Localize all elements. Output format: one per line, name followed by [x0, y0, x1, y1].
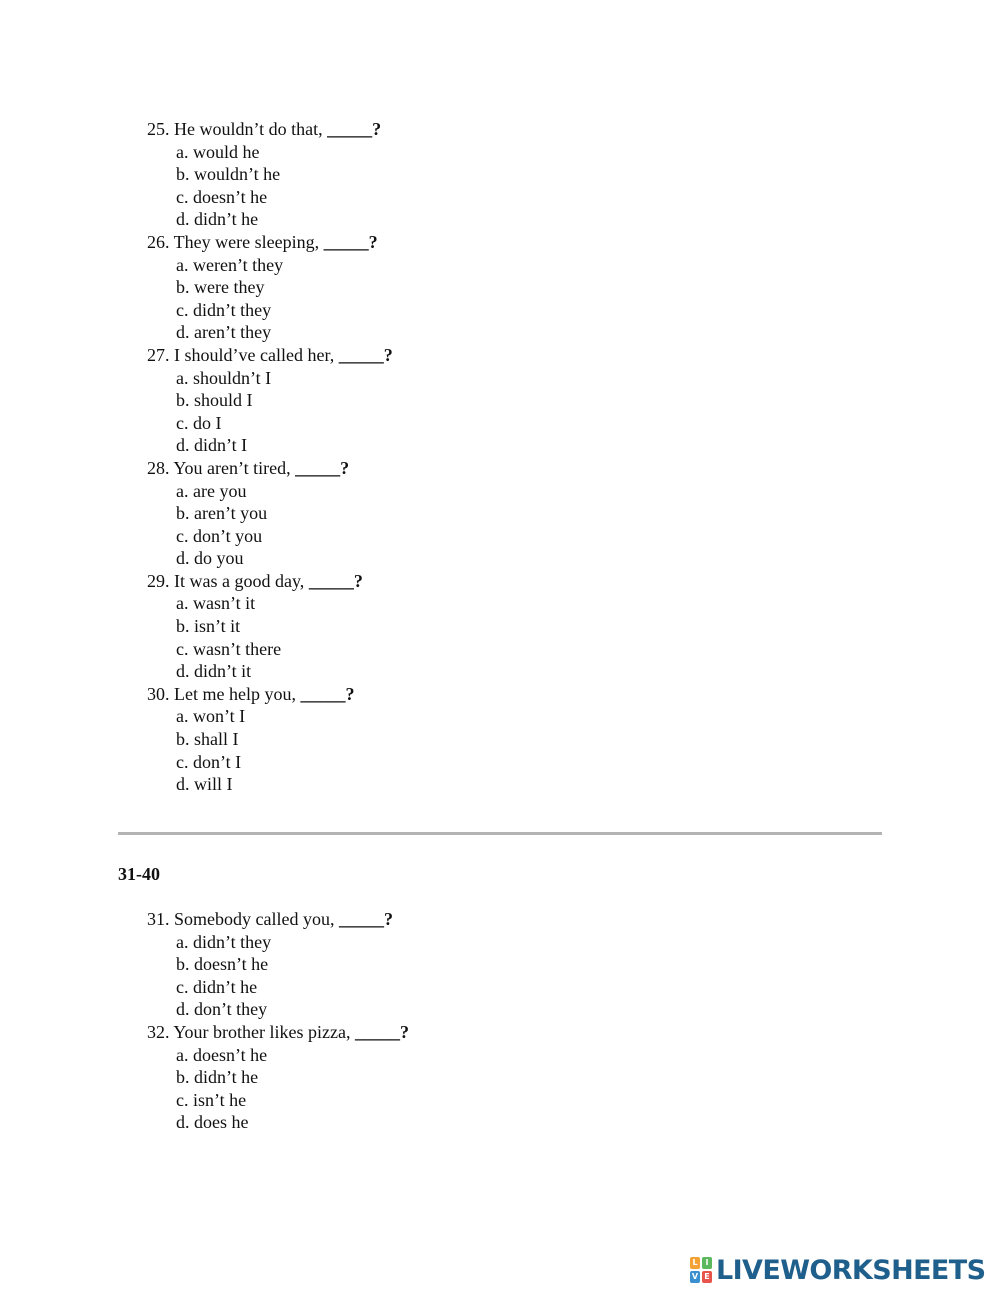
question-31	[147, 908, 747, 931]
option-a[interactable]: a. didn’t they	[176, 931, 272, 952]
question-29	[147, 570, 747, 593]
logo-tile: L	[690, 1257, 700, 1269]
option-b[interactable]: b. should I	[176, 390, 253, 411]
option-b[interactable]: b. aren’t you	[176, 503, 268, 524]
option-c[interactable]: c. doesn’t he	[176, 186, 268, 207]
option-b[interactable]: b. wouldn’t he	[176, 164, 281, 185]
question-stem: 27. I should’ve called her,	[147, 344, 339, 365]
option-c[interactable]: c. didn’t they	[176, 299, 272, 320]
logo-tile: V	[691, 1272, 699, 1281]
question-27	[147, 344, 747, 367]
option-d[interactable]: d. aren’t they	[176, 322, 272, 343]
answer-blank[interactable]: _____?	[300, 683, 355, 704]
answer-blank[interactable]: _____?	[308, 570, 363, 591]
liveworksheets-brand[interactable]	[690, 1252, 985, 1288]
option-c[interactable]: c. isn’t he	[176, 1089, 247, 1110]
answer-blank[interactable]: _____?	[354, 1021, 409, 1042]
option-a[interactable]: a. are you	[176, 480, 247, 501]
option-d[interactable]: d. didn’t it	[176, 661, 252, 682]
option-d[interactable]: d. does he	[176, 1112, 249, 1133]
logo-tile: I	[702, 1257, 712, 1269]
option-a[interactable]: a. won’t I	[176, 706, 246, 727]
question-stem: 26. They were sleeping,	[147, 231, 324, 252]
question-25	[147, 118, 747, 141]
section-heading: 31-40	[118, 864, 160, 884]
option-a[interactable]: a. weren’t they	[176, 254, 284, 275]
option-c[interactable]: c. do I	[176, 412, 222, 433]
option-a[interactable]: a. would he	[176, 141, 260, 162]
question-stem: 30. Let me help you,	[147, 683, 301, 704]
option-d[interactable]: d. do you	[176, 548, 244, 569]
option-b[interactable]: b. isn’t it	[176, 616, 241, 637]
section-divider	[118, 832, 882, 835]
question-32	[147, 1021, 747, 1044]
logo-tile: E	[702, 1271, 712, 1283]
option-b[interactable]: b. were they	[176, 277, 265, 298]
option-b[interactable]: b. doesn’t he	[176, 954, 269, 975]
option-a[interactable]: a. doesn’t he	[176, 1044, 268, 1065]
question-stem: 29. It was a good day,	[147, 570, 309, 591]
liveworksheets-logo-icon	[690, 1257, 712, 1283]
option-a[interactable]: a. wasn’t it	[176, 593, 256, 614]
answer-blank[interactable]: _____?	[327, 119, 382, 139]
option-c[interactable]: c. didn’t he	[176, 976, 258, 997]
question-list-part1	[147, 118, 747, 796]
option-c[interactable]: c. don’t you	[176, 525, 263, 546]
question-26	[147, 231, 747, 254]
question-30	[147, 683, 747, 706]
answer-blank[interactable]: _____?	[295, 457, 350, 478]
option-a[interactable]: a. shouldn’t I	[176, 367, 272, 388]
option-c[interactable]: c. don’t I	[176, 751, 242, 772]
option-d[interactable]: d. didn’t I	[176, 435, 248, 456]
brand-name: LIVEWORKSHEETS	[716, 1254, 986, 1286]
option-b[interactable]: b. didn’t he	[176, 1067, 259, 1088]
answer-blank[interactable]: _____?	[338, 344, 393, 365]
question-stem: 32. Your brother likes pizza,	[147, 1021, 355, 1042]
answer-blank[interactable]: _____?	[323, 231, 378, 252]
question-stem: 31. Somebody called you,	[147, 909, 339, 929]
question-28	[147, 457, 747, 480]
answer-blank[interactable]: _____?	[338, 909, 393, 929]
question-stem: 25. He wouldn’t do that,	[147, 119, 328, 139]
question-stem: 28. You aren’t tired,	[147, 457, 296, 478]
option-b[interactable]: b. shall I	[176, 729, 239, 750]
option-d[interactable]: d. will I	[176, 774, 233, 795]
option-d[interactable]: d. don’t they	[176, 999, 268, 1020]
option-c[interactable]: c. wasn’t there	[176, 638, 282, 659]
option-d[interactable]: d. didn’t he	[176, 209, 259, 230]
question-list-part2	[147, 908, 747, 1134]
